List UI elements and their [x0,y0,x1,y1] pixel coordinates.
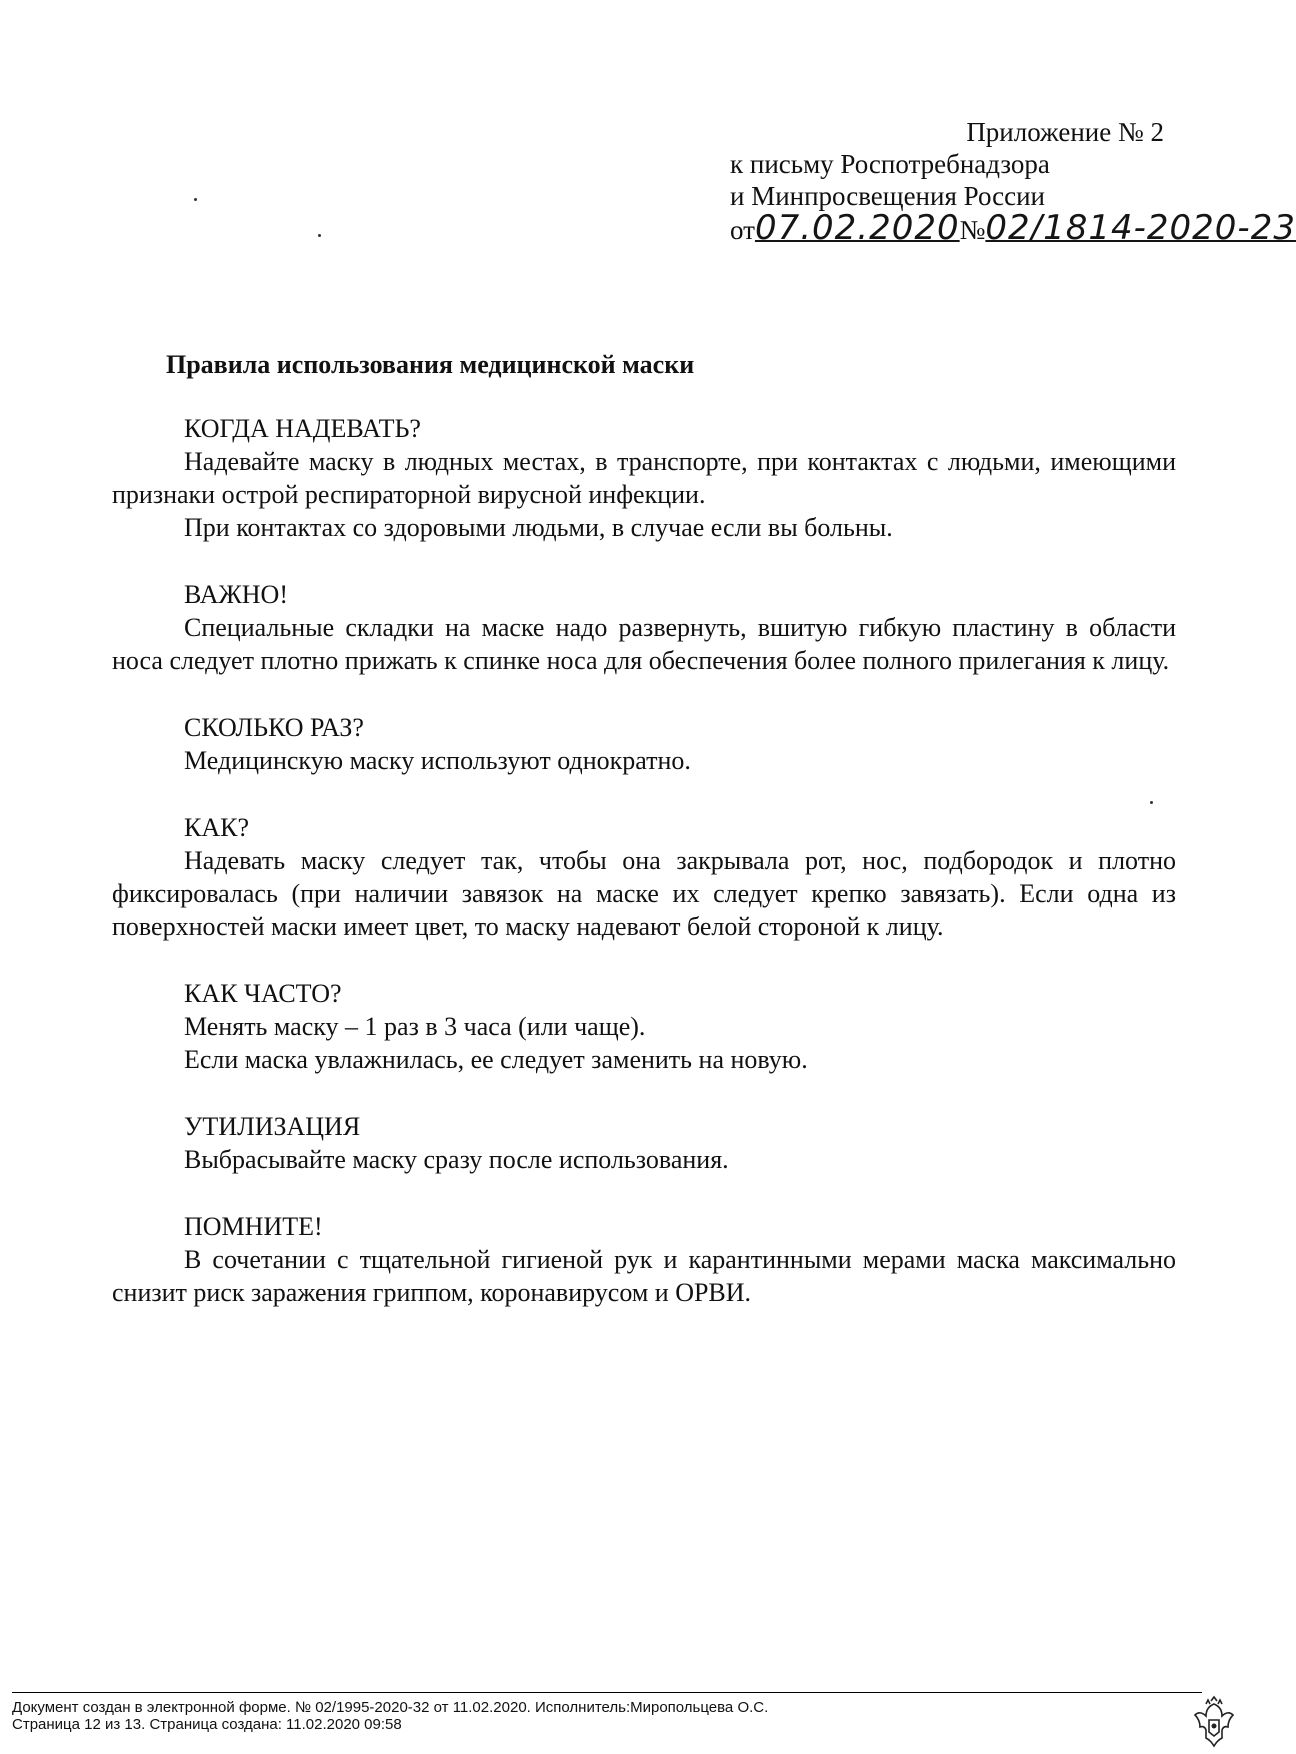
appendix-ministry: и Минпросвещения России [730,181,1046,211]
appendix-recipient: к письму Роспотребнадзора [730,149,1050,179]
section-paragraph: При контактах со здоровыми людьми, в случае если вы больны. [184,513,893,542]
section-heading: КАК ЧАСТО? [184,979,342,1008]
section [112,1110,1176,1176]
section [112,811,1176,943]
scan-speck [318,234,321,237]
date-prefix: от [730,215,755,245]
section-paragraph: В сочетании с тщательной гигиеной рук и карантинными мерами маска максимально снизит риск заражения гриппом, коронавирусом и ОРВИ. [112,1245,1176,1307]
section-paragraph: Если маска увлажнилась, ее следует заменить на новую. [184,1045,808,1074]
appendix-number: Приложение № 2 [966,117,1164,147]
document-title: Правила использования медицинской маски [166,350,695,379]
section-paragraph: Медицинскую маску используют однократно. [184,746,691,775]
section-paragraph: Надевать маску следует так, чтобы она закрывала рот, нос, подбородок и плотно фиксировалась (при наличии завязок на маске их следует крепко завязать). Если одна из поверхностей маски имеет цвет, то маску надевают белой стороной к лицу. [112,846,1176,941]
document-body [112,412,1176,1309]
section [112,711,1176,777]
section-heading: СКОЛЬКО РАЗ? [184,713,364,742]
number-sign: № [959,215,986,245]
section-heading: КОГДА НАДЕВАТЬ? [184,414,421,443]
section-heading: УТИЛИЗАЦИЯ [184,1112,361,1141]
section-paragraph: Менять маску – 1 раз в 3 часа (или чаще). [184,1012,646,1041]
section [112,977,1176,1076]
appendix-date-line [730,208,1296,248]
handwritten-number: 02/1814-2020-23 [985,208,1296,248]
section [112,412,1176,544]
section-heading: КАК? [184,813,249,842]
document-footer [12,1692,1202,1733]
section [112,578,1176,677]
section [112,1210,1176,1309]
section-paragraph: Надевайте маску в людных местах, в транспорте, при контактах с людьми, имеющими признаки острой респираторной вирусной инфекции. [112,447,1176,509]
footer-page-info: Страница 12 из 13. Страница создана: 11.02.2020 09:58 [12,1716,402,1733]
russian-coat-of-arms-icon [1192,1696,1236,1750]
scan-speck [194,198,197,201]
section-heading: ПОМНИТЕ! [184,1212,323,1241]
appendix-block [730,116,1296,248]
section-heading: ВАЖНО! [184,580,288,609]
section-paragraph: Специальные складки на маске надо развернуть, вшитую гибкую пластину в области носа следует плотно прижать к спинке носа для обеспечения более полного прилегания к лицу. [112,613,1176,675]
footer-document-info: Документ создан в электронной форме. № 02/1995-2020-32 от 11.02.2020. Исполнитель:Миропольцева О.С. [12,1699,769,1716]
section-paragraph: Выбрасывайте маску сразу после использования. [184,1145,729,1174]
handwritten-date: 07.02.2020 [754,208,960,248]
